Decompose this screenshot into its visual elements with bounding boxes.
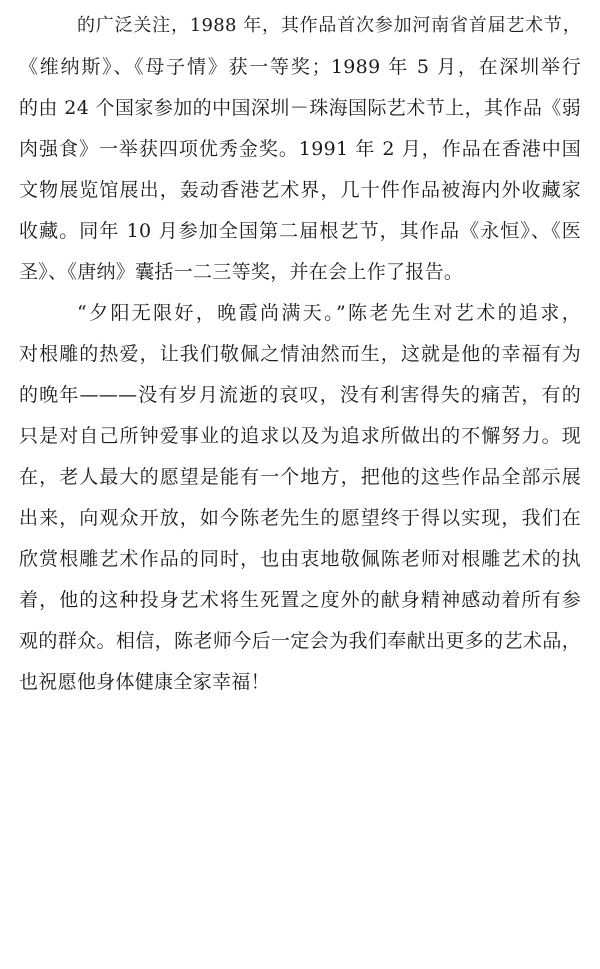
text-line: 《维纳斯》、《母子情》获一等奖；1989 年 5 月，在深圳举行 <box>19 56 581 78</box>
text-line: 肉强食》一举获四项优秀金奖。1991 年 2 月，作品在香港中国 <box>19 138 581 160</box>
text-line: 的广泛关注，1988 年，其作品首次参加河南省首届艺术节， <box>77 15 581 36</box>
text-line: 欣赏根雕艺术作品的同时，也由衷地敬佩陈老师对根雕艺术的执 <box>19 548 581 570</box>
text-line: 的晚年———没有岁月流逝的哀叹，没有利害得失的痛苦，有的 <box>19 384 581 406</box>
text-line: 对根雕的热爱，让我们敬佩之情油然而生，这就是他的幸福有为 <box>19 343 581 365</box>
text-line: 观的群众。相信，陈老师今后一定会为我们奉献出更多的艺术品， <box>19 630 581 652</box>
text-line: 在，老人最大的愿望是能有一个地方，把他的这些作品全部示展 <box>19 466 581 488</box>
text-line: 着，他的这种投身艺术将生死置之度外的献身精神感动着所有参 <box>19 589 581 611</box>
text-line: 的由 24 个国家参加的中国深圳－珠海国际艺术节上，其作品《弱 <box>19 97 581 119</box>
text-line: “夕阳无限好，晚霞尚满天。”陈老先生对艺术的追求， <box>77 302 581 324</box>
text-line: 收藏。同年 10 月参加全国第二届根艺节，其作品《永恒》、《医 <box>19 220 581 242</box>
text-line: 出来，向观众开放，如今陈老先生的愿望终于得以实现，我们在 <box>19 507 581 529</box>
text-line: 文物展览馆展出，轰动香港艺术界，几十件作品被海内外收藏家 <box>19 179 581 201</box>
text-line: 圣》、《唐纳》囊括一二三等奖，并在会上作了报告。 <box>19 261 464 283</box>
text-line: 只是对自己所钟爱事业的追求以及为追求所做出的不懈努力。现 <box>19 425 581 447</box>
text-line: 也祝愿他身体健康全家幸福！ <box>19 671 270 693</box>
